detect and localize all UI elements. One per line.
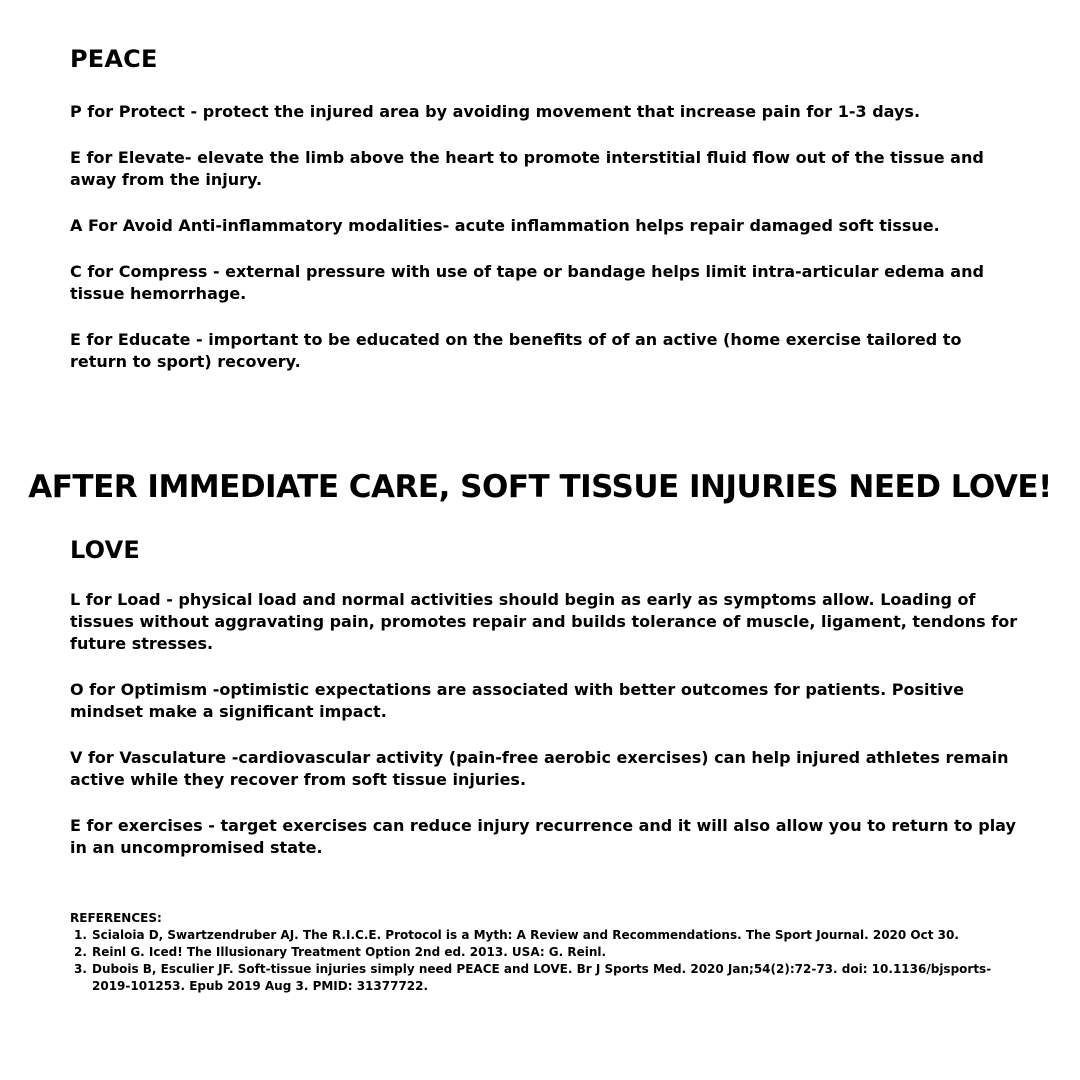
love-item-vasculature: V for Vasculature -cardiovascular activity (pain-free aerobic exercises) can help injured athletes remain active while they recover from soft tissue injuries. xyxy=(70,748,1009,789)
reference-number: 1. xyxy=(74,928,87,942)
reference-item xyxy=(70,961,1020,995)
peace-heading: PEACE xyxy=(70,45,158,73)
references-section xyxy=(70,909,1020,995)
peace-item-elevate: E for Elevate- elevate the limb above the heart to promote interstitial fluid flow out of the tissue and away from the injury. xyxy=(70,148,984,189)
peace-item-educate: E for Educate - important to be educated on the benefits of of an active (home exercise tailored to return to sport) recovery. xyxy=(70,330,962,371)
love-item-exercises: E for exercises - target exercises can reduce injury recurrence and it will also allow you to return to play in an uncompromised state. xyxy=(70,816,1016,857)
reference-text: Dubois B, Esculier JF. Soft-tissue injuries simply need PEACE and LOVE. Br J Sports Med. 2020 Jan;54(2):72-73. doi: 10.1136/bjsports-2019-101253. Epub 2019 Aug 3. PMID: 31377722. xyxy=(92,962,992,993)
reference-number: 3. xyxy=(74,962,87,976)
love-banner-heading: AFTER IMMEDIATE CARE, SOFT TISSUE INJURIES NEED LOVE! xyxy=(28,469,1052,505)
love-item-optimism: O for Optimism -optimistic expectations are associated with better outcomes for patients. Positive mindset make a significant impact. xyxy=(70,680,964,721)
reference-number: 2. xyxy=(74,945,87,959)
peace-item-compress: C for Compress - external pressure with use of tape or bandage helps limit intra-articular edema and tissue hemorrhage. xyxy=(70,262,984,303)
love-heading: LOVE xyxy=(70,536,140,564)
references-title: REFERENCES: xyxy=(70,911,162,925)
reference-text: Reinl G. Iced! The Illusionary Treatment Option 2nd ed. 2013. USA: G. Reinl. xyxy=(92,945,607,959)
peace-item-avoid: A For Avoid Anti-inflammatory modalities- acute inflammation helps repair damaged soft tissue. xyxy=(70,216,940,235)
love-list xyxy=(70,589,1020,883)
references-list xyxy=(70,927,1020,995)
reference-text: Scialoia D, Swartzendruber AJ. The R.I.C.E. Protocol is a Myth: A Review and Recommendations. The Sport Journal. 2020 Oct 30. xyxy=(92,928,959,942)
reference-item xyxy=(70,944,1020,961)
peace-list xyxy=(70,101,1020,397)
peace-item-protect: P for Protect - protect the injured area by avoiding movement that increase pain for 1-3 days. xyxy=(70,102,921,121)
love-item-load: L for Load - physical load and normal activities should begin as early as symptoms allow. Loading of tissues without aggravating pain, promotes repair and builds tolerance of muscle, ligament, tendons for future stresses. xyxy=(70,590,1018,653)
reference-item xyxy=(70,927,1020,944)
